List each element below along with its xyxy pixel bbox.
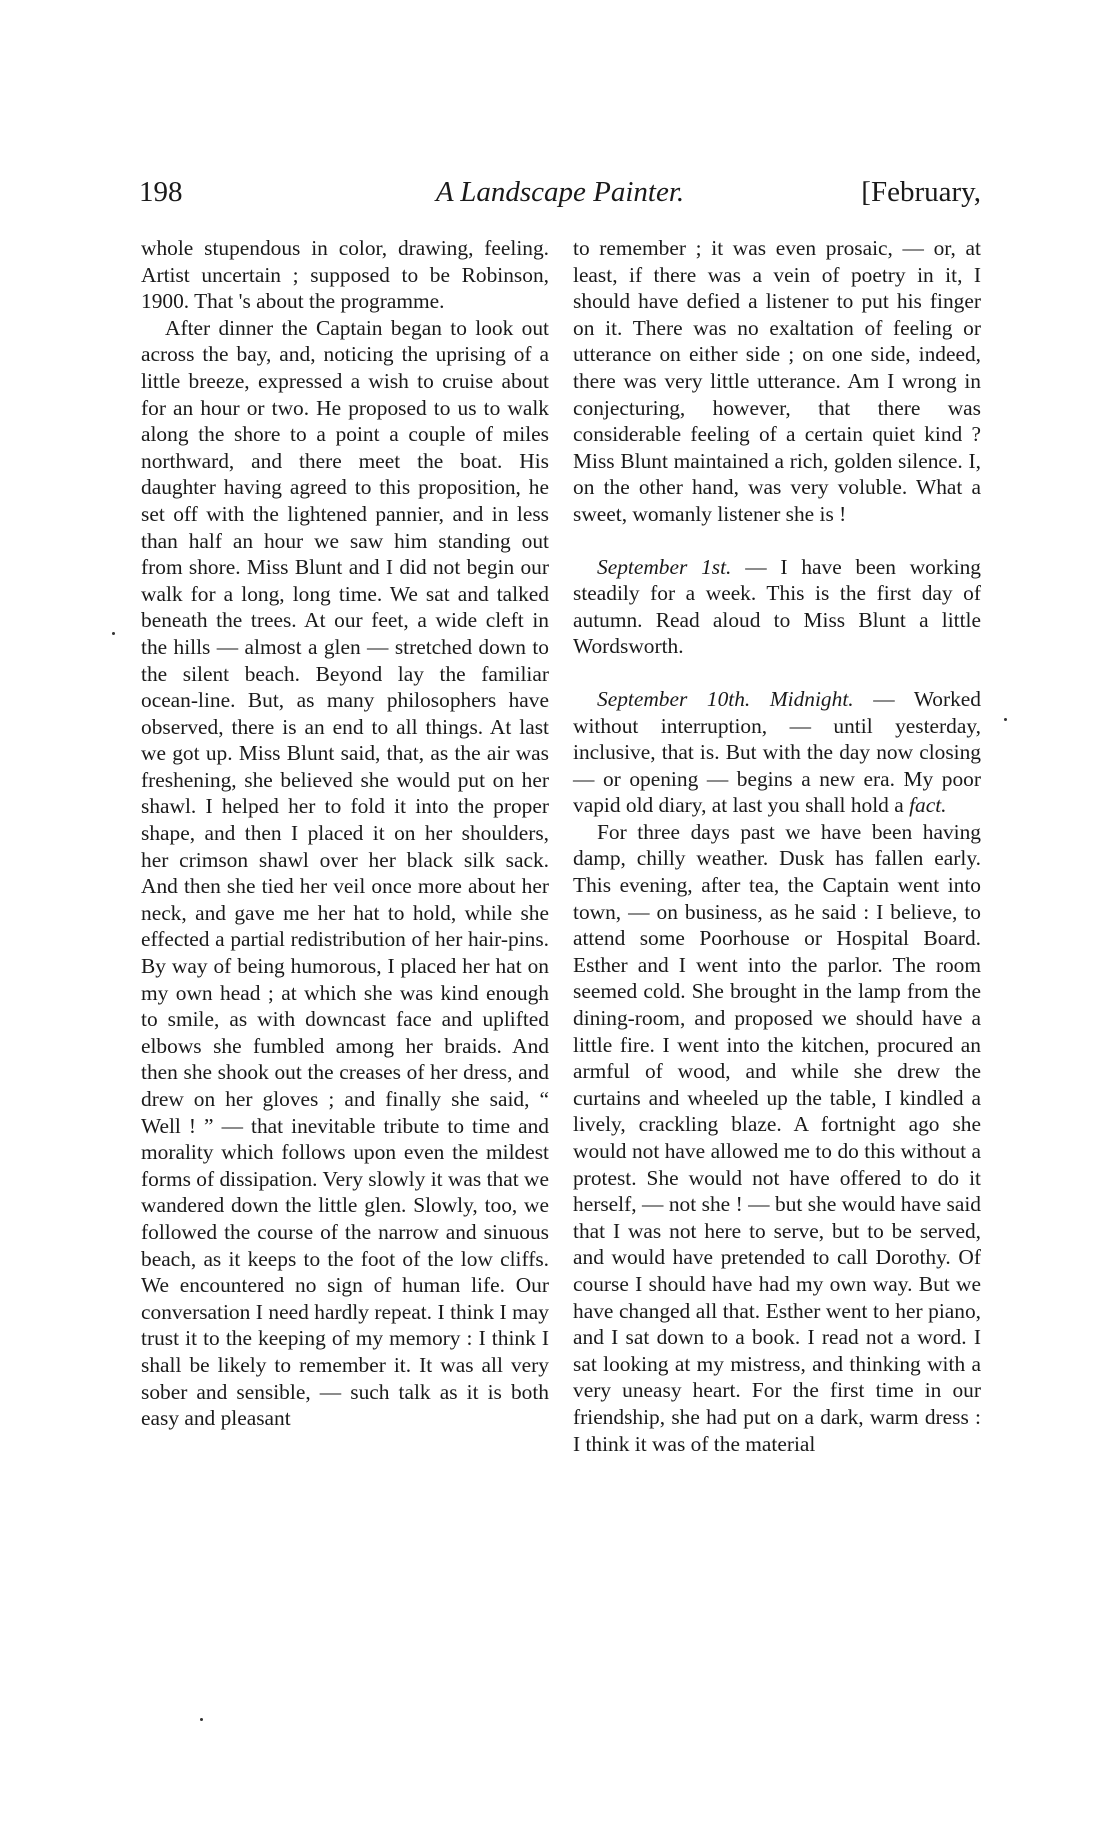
print-speck [112,632,115,635]
paragraph-after-dinner: After dinner the Captain began to look out across the bay, and, noticing the uprising of a little breeze, expressed a wish to cruise about for an hour or two. He proposed to us to walk along the shore to a point a couple of miles northward, and there meet the boat. His daughter having agreed to this proposition, he set off with the lightened pannier, and in less than half an hour we saw him standing out from shore. Miss Blunt and I did not begin our walk for a long, long time. We sat and talked beneath the trees. At our feet, a wide cleft in the hills — almost a glen — stretched down to the silent beach. Beyond lay the familiar ocean-line. But, as many philosophers have observed, there is an end to all things. At last we got up. Miss Blunt said, that, as the air was freshening, she believed she would put on her shawl. I helped her to fold it into the proper shape, and then I placed it on her shoulders, her crimson shawl over her black silk sack. And then she tied her veil once more about her neck, and gave me her hat to hold, while she effected a partial redistribution of her hair-pins. By way of being humorous, I placed her hat on my own head ; at which she was kind enough to smile, as with downcast face and uplifted elbows she fumbled among her braids. And then she shook out the creases of her dress, and drew on her gloves ; and finally she said, “ Well ! ” — that inevitable tribute to time and morality which follows upon even the mildest forms of dissipation. Very slowly it was that we wandered down the little glen. Slowly, too, we followed the course of the narrow and sinuous beach, as it keeps to the foot of the low cliffs. We encountered no sign of human life. Our conversation I need hardly repeat. I think I may trust it to the keeping of my memory : I think I shall be likely to remember it. It was all very sober and sensible, — such talk as it is both easy and pleasant [141,315,549,1431]
running-date: [February, [861,176,981,208]
diary-entry-sept-1 [573,554,981,660]
entry-text-sept-1: — I have been working steadily for a week. This is the first day of autumn. Read aloud to Miss Blunt a little Wordsworth. [573,554,981,659]
entry-emphasis-fact: fact. [909,793,947,818]
paragraph-to-remember: to remember ; it was even prosaic, — or, at least, if there was a vein of poetry in it, I should have defied a listener to put his finger on it. There was no exaltation of feeling or utterance on either side ; on one side, indeed, there was very little utterance. Am I wrong in conjecturing, however, that there was considerable feeling of a certain quiet kind ? Miss Blunt maintained a rich, golden silence. I, on the other hand, was very voluble. What a sweet, womanly listener she is ! [573,236,981,526]
entry-text-sept-10: — Worked without interruption, — until yesterday, inclusive, that is. But with the day now closing — or opening — begins a new era. My poor vapid old diary, at last you shall hold a [573,686,981,818]
print-speck [200,1718,203,1721]
left-column [141,235,549,1432]
diary-entry-sept-10 [573,686,981,819]
entry-date-sept-1: September 1st. [597,554,732,579]
right-column [573,235,981,1457]
running-head [139,172,981,212]
paragraph-continued: whole stupendous in color, drawing, feeling. Artist uncertain ; supposed to be Robinson, 1900. That 's about the programme. [141,236,549,314]
page-number: 198 [139,176,183,208]
print-speck [1004,718,1007,721]
entry-date-sept-10: September 10th. Midnight. [597,686,854,711]
paragraph-three-days: For three days past we have been having damp, chilly weather. Dusk has fallen early. This evening, after tea, the Captain went into town, — on business, as he said : I believe, to attend some Poorhouse or Hospital Board. Esther and I went into the parlor. The room seemed cold. She brought in the lamp from the dining-room, and proposed we should have a little fire. I went into the kitchen, procured an armful of wood, and while she drew the curtains and wheeled up the table, I kindled a lively, crackling blaze. A fortnight ago she would not have allowed me to do this without a protest. She would not have offered to do it herself, — not she ! — but she would have said that I was not here to serve, but to be served, and would have pretended to call Dorothy. Of course I should have had my own way. But we have changed all that. Esther went to her piano, and I sat down to a book. I read not a word. I sat looking at my mistress, and thinking with a very uneasy heart. For the first time in our friendship, she had put on a dark, warm dress : I think it was of the material [573,819,981,1456]
running-title: A Landscape Painter. [435,176,685,208]
